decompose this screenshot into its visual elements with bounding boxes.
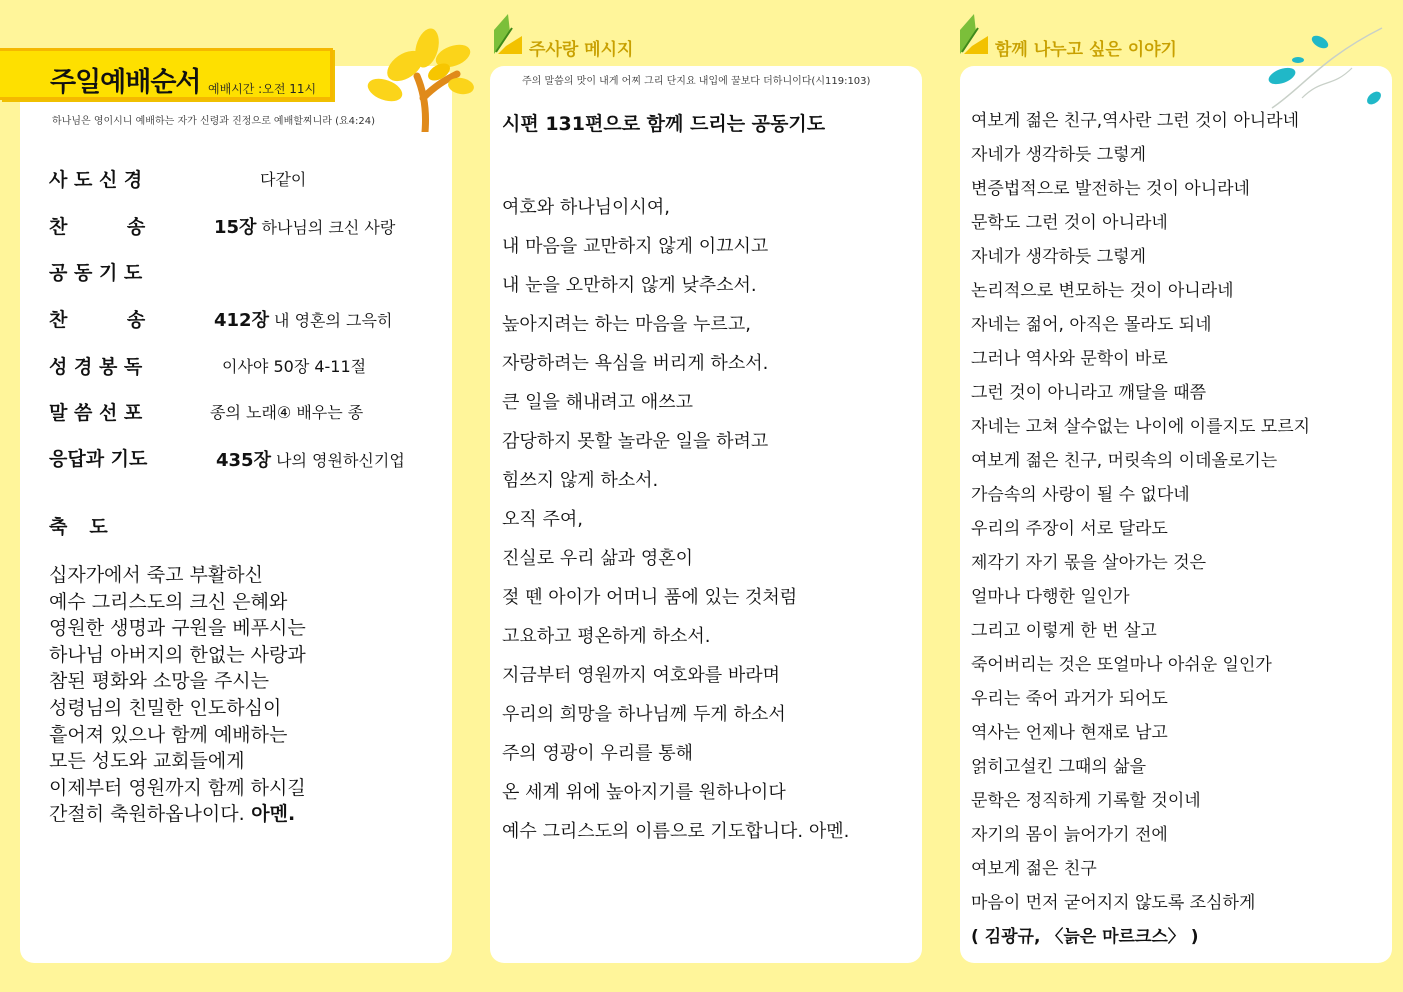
order-hymn2-number: 412장: [214, 310, 269, 331]
poem-line: 그런 것이 아니라고 깨달을 때쯤: [971, 383, 1207, 403]
blessing-line: 예수 그리스도의 크신 은혜와: [49, 590, 288, 613]
page-title: 주일예배순서: [50, 67, 201, 98]
poem-line: 자네가 생각하듯 그렇게: [971, 247, 1147, 267]
prayer-line: 높아지려는 하는 마음을 누르고,: [502, 314, 751, 335]
blessing-text: [49, 562, 439, 828]
poem-line: 자네는 고쳐 살수없는 나이에 이를지도 모르지: [971, 417, 1311, 437]
service-time: 예배시간 :오전 11시: [208, 82, 317, 96]
poem-line: 여보게 젊은 친구: [971, 859, 1097, 879]
poem-line: 자기의 몸이 늙어가기 전에: [971, 825, 1168, 845]
poem-line: 얽히고설킨 그때의 삶을: [971, 757, 1147, 777]
prayer-line: 진실로 우리 삶과 영혼이: [502, 548, 694, 569]
prayer-line: 여호와 하나님이시여,: [502, 197, 670, 218]
order-value-creed: 다같이: [260, 170, 307, 189]
poem-line: 여보게 젊은 친구,역사란 그런 것이 아니라네: [971, 111, 1300, 131]
order-label-reading: 성 경 봉 독: [49, 356, 143, 378]
prayer-line: 온 세계 위에 높아지기를 원하나이다: [502, 782, 786, 803]
poem-line: 얼마나 다행한 일인가: [971, 587, 1130, 607]
floral-swirl-icon: [1262, 18, 1392, 118]
order-hymn1-title: 하나님의 크신 사랑: [256, 218, 396, 237]
prayer-line: 감당하지 못할 놀라운 일을 하려고: [502, 431, 769, 452]
poem-line: 문학은 정직하게 기록할 것이네: [971, 791, 1201, 811]
blessing-line: 십자가에서 죽고 부활하신: [49, 564, 263, 586]
prayer-line: 젖 뗀 아이가 어머니 품에 있는 것처럼: [502, 587, 798, 608]
order-label-hymn1: 찬 송: [49, 216, 146, 238]
order-hymn3-number: 435장: [216, 450, 271, 471]
order-label-creed: 사 도 신 경: [49, 169, 143, 191]
poem-line: 우리의 주장이 서로 달라도: [971, 519, 1168, 539]
prayer-line: 고요하고 평온하게 하소서.: [502, 626, 711, 647]
blessing-amen: 아멘.: [244, 803, 296, 826]
prayer-line: 자랑하려는 욕심을 버리게 하소서.: [502, 353, 769, 374]
prayer-title: 시편 131편으로 함께 드리는 공동기도: [502, 113, 826, 135]
poem-line: 마음이 먼저 굳어지지 않도록 조심하게: [971, 893, 1256, 913]
worship-verse: 하나님은 영이시니 예배하는 자가 신령과 진정으로 예배할찌니라 (요4:24): [52, 116, 375, 127]
poem-line: 죽어버리는 것은 또얼마나 아쉬운 일인가: [971, 655, 1272, 675]
poem-line: 자네는 젊어, 아직은 몰라도 되네: [971, 315, 1212, 335]
blessing-title: 축도: [49, 516, 130, 538]
order-hymn1-number: 15장: [214, 217, 257, 238]
prayer-line: 큰 일을 해내려고 애쓰고: [502, 392, 694, 413]
blessing-line: 참된 평화와 소망을 주시는: [49, 670, 270, 693]
prayer-line: 내 마음을 교만하지 않게 이끄시고: [502, 236, 769, 257]
poem-line: 여보게 젊은 친구, 머릿속의 이데올로기는: [971, 451, 1278, 471]
blessing-line: 흩어져 있으나 함께 예배하는: [49, 723, 288, 746]
blessing-line: 모든 성도와 교회들에게: [49, 750, 245, 773]
poem-line: 가슴속의 사랑이 될 수 없다네: [971, 485, 1190, 505]
poem-text: [971, 104, 1381, 954]
poem-line: 그리고 이렇게 한 번 살고: [971, 621, 1157, 641]
order-label-hymn2: 찬 송: [49, 309, 146, 331]
order-value-reading: 이사야 50장 4-11절: [222, 357, 367, 376]
prayer-line: 지금부터 영원까지 여호와를 바라며: [502, 665, 780, 686]
order-hymn3-title: 나의 영원하신기업: [270, 451, 405, 470]
poem-line: 변증법적으로 발전하는 것이 아니라네: [971, 179, 1250, 199]
blessing-line: 하나님 아버지의 한없는 사랑과: [49, 643, 306, 666]
leaf-bookmark-icon: [958, 12, 992, 56]
message-verse: 주의 말씀의 맛이 내게 어찌 그리 단지요 내입에 꿀보다 더하니이다(시119:103): [522, 76, 871, 87]
blessing-line: 이제부터 영원까지 함께 하시길: [49, 776, 306, 799]
order-hymn2-title: 내 영혼의 그윽히: [268, 311, 393, 330]
poem-line: 역사는 언제나 현재로 남고: [971, 723, 1168, 743]
prayer-line: 내 눈을 오만하지 않게 낮추소서.: [502, 275, 757, 296]
poem-line: 제각기 자기 몫을 살아가는 것은: [971, 553, 1207, 573]
prayer-text: [502, 188, 912, 851]
poem-line: 자네가 생각하듯 그렇게: [971, 145, 1147, 165]
poem-line: 그러나 역사와 문학이 바로: [971, 349, 1168, 369]
order-label-response: 응답과 기도: [49, 448, 148, 470]
blessing-line: 영원한 생명과 구원을 베푸시는: [49, 617, 306, 640]
order-value-sermon: 종의 노래④ 배우는 종: [210, 403, 364, 422]
poem-line: 논리적으로 변모하는 것이 아니라네: [971, 281, 1234, 301]
prayer-line: 우리의 희망을 하나님께 두게 하소서: [502, 704, 786, 725]
blessing-line: 성령님의 친밀한 인도하심이: [49, 696, 282, 719]
poem-line: 우리는 죽어 과거가 되어도: [971, 689, 1168, 709]
order-label-sermon: 말 씀 선 포: [49, 402, 143, 424]
order-label-prayer: 공 동 기 도: [49, 262, 143, 284]
section-title-message: 주사랑 메시지: [529, 40, 634, 60]
prayer-line: 오직 주여,: [502, 509, 583, 530]
tree-icon: [365, 28, 475, 132]
section-title-story: 함께 나누고 싶은 이야기: [995, 40, 1177, 60]
prayer-line: 힘쓰지 않게 하소서.: [502, 470, 659, 491]
poem-author: ( 김광규, 〈늙은 마르크스〉 ): [971, 927, 1199, 947]
prayer-line: 예수 그리스도의 이름으로 기도합니다. 아멘.: [502, 821, 850, 842]
leaf-bookmark-icon: [492, 12, 526, 56]
prayer-line: 주의 영광이 우리를 통해: [502, 743, 694, 764]
blessing-line: 간절히 축원하옵나이다.: [49, 803, 245, 826]
poem-line: 문학도 그런 것이 아니라네: [971, 213, 1168, 233]
